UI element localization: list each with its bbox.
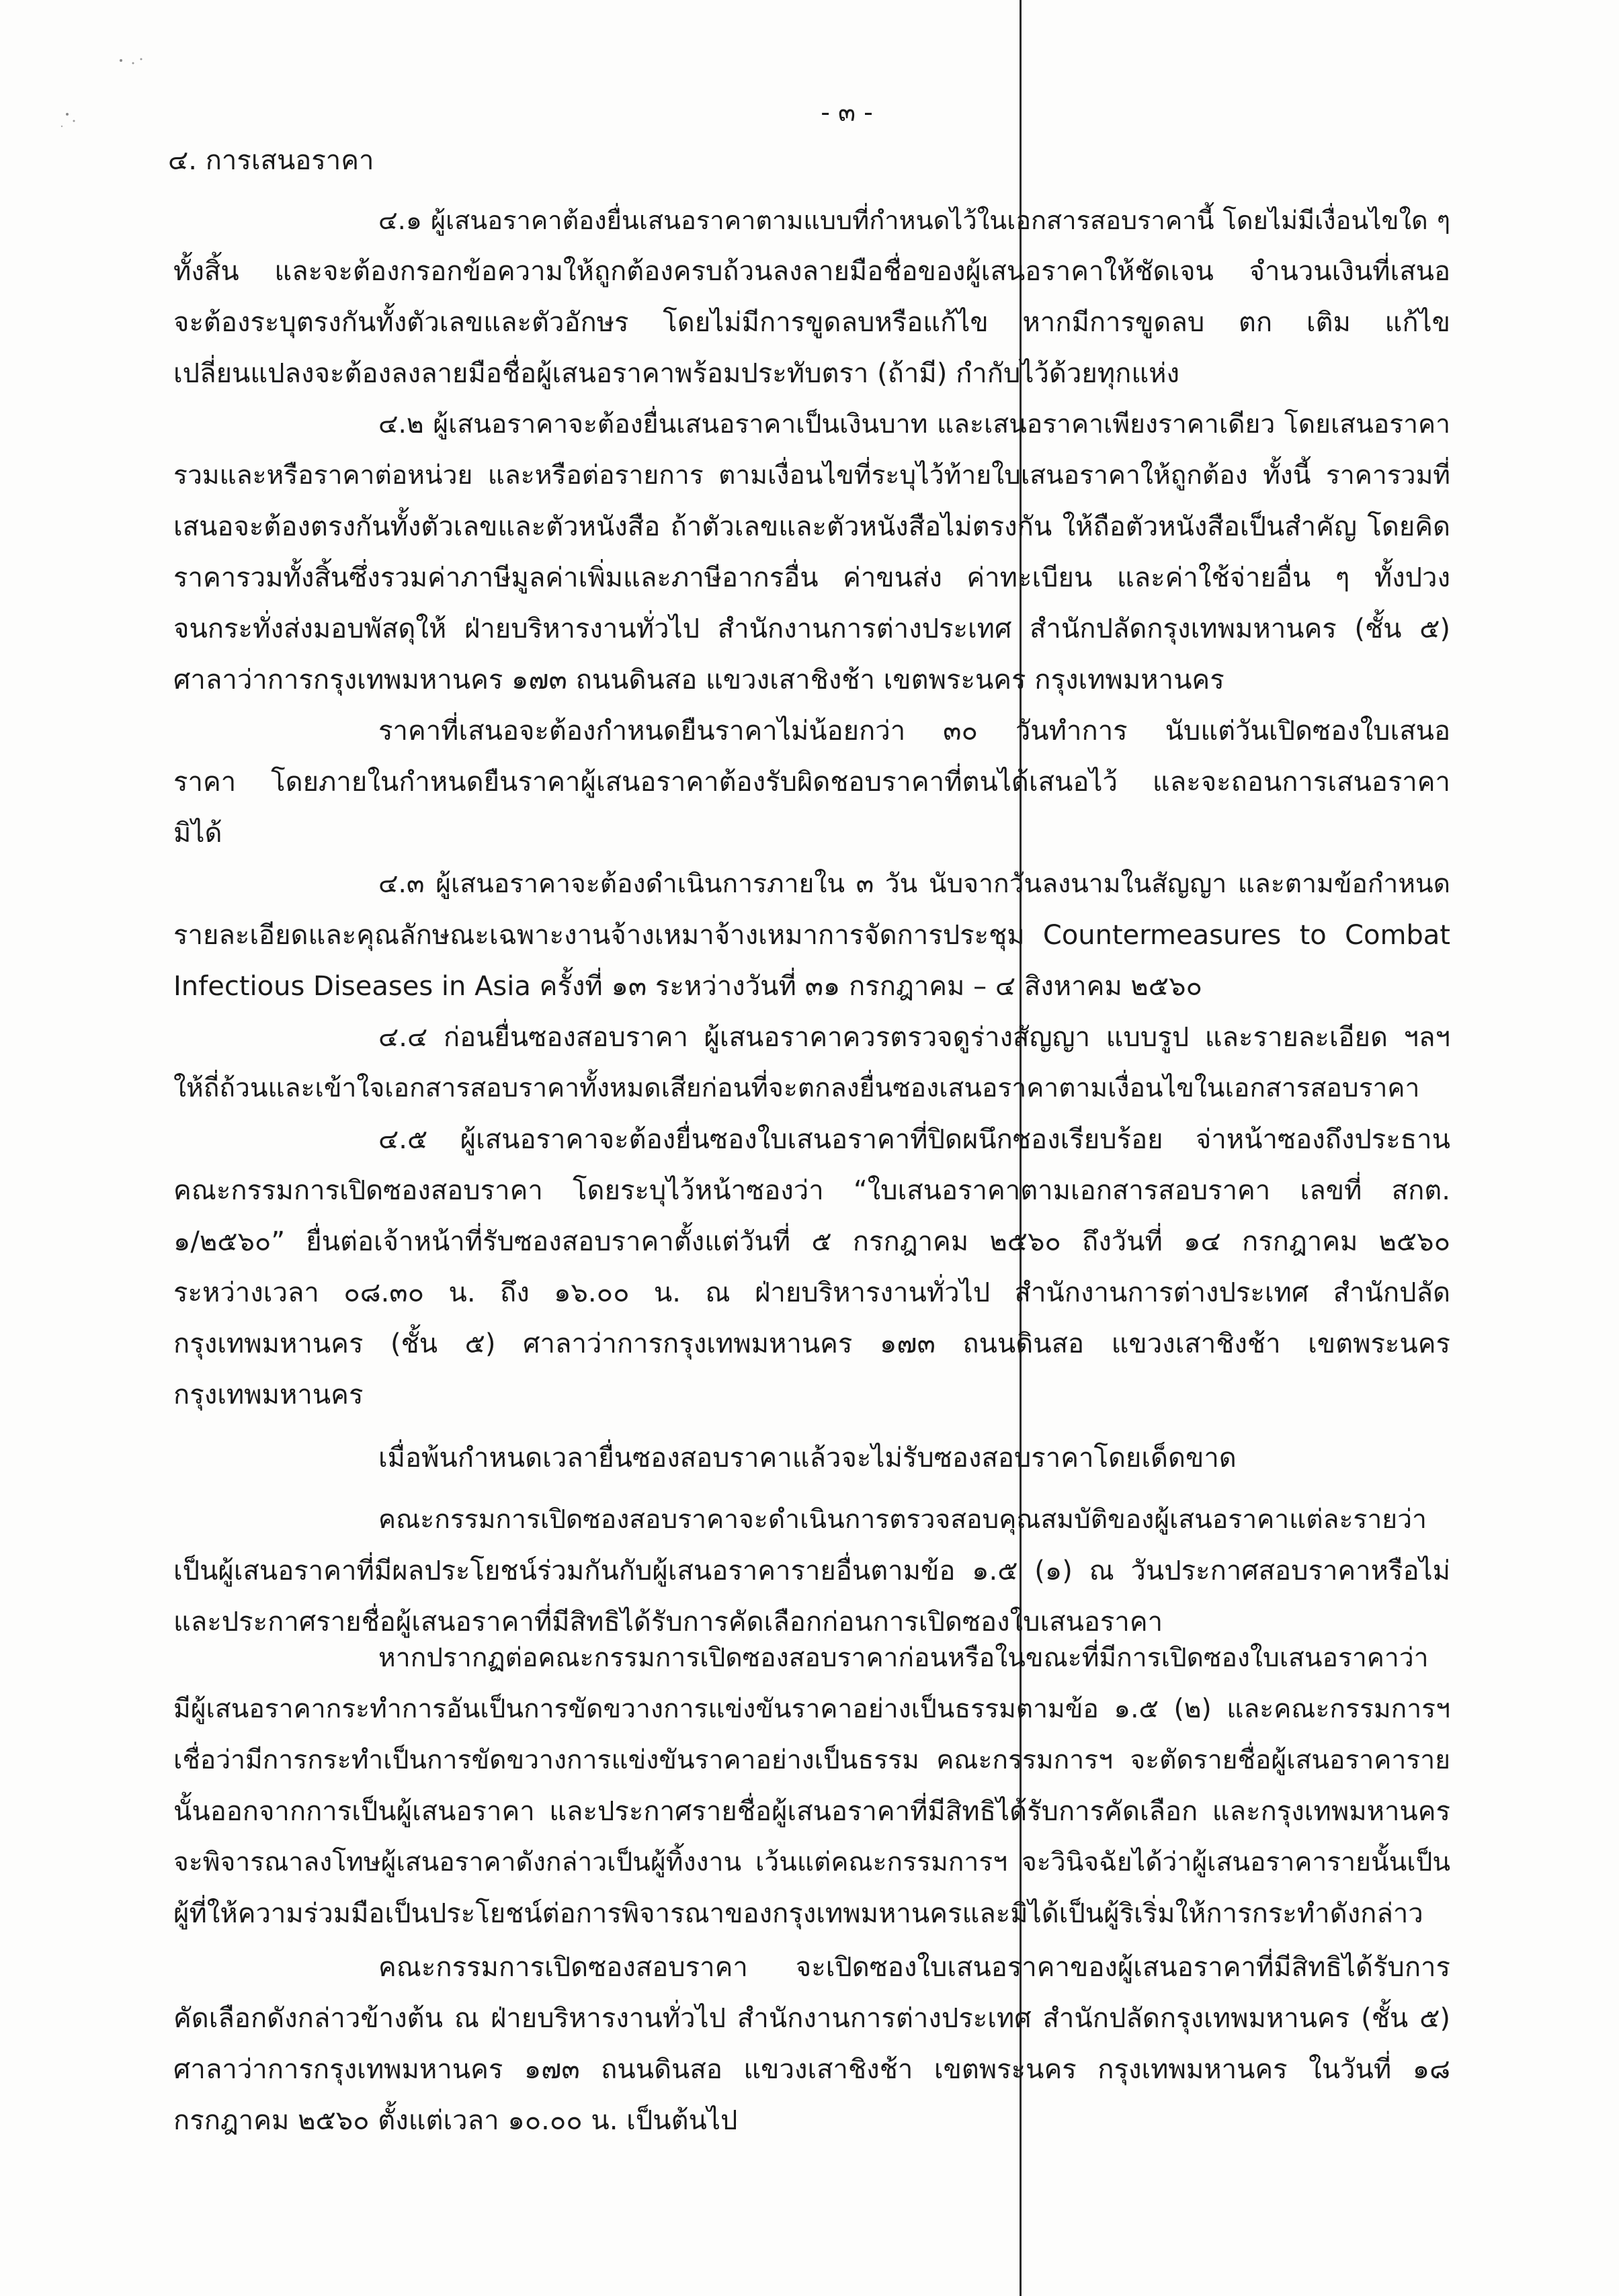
paragraph-line: เชื่อว่ามีการกระทำเป็นการขัดขวางการแข่งขันราคาอย่างเป็นธรรม คณะกรรมการฯ จะตัดรายชื่อผู้เสนอราคาราย: [173, 1745, 1450, 1775]
paragraph-line: เปลี่ยนแปลงจะต้องลงลายมือชื่อผู้เสนอราคาพร้อมประทับตรา (ถ้ามี) กำกับไว้ด้วยทุกแห่ง: [173, 358, 1180, 389]
paragraph-line: ทั้งสิ้น และจะต้องกรอกข้อความให้ถูกต้องครบถ้วนลงลายมือชื่อของผู้เสนอราคาให้ชัดเจน จำนวนเงินที่เสนอ: [173, 256, 1450, 287]
page-number: - ๓ -: [821, 97, 873, 127]
paragraph-line: กรกฎาคม ๒๕๖๐ ตั้งแต่เวลา ๑๐.๐๐ น. เป็นต้นไป: [173, 2105, 738, 2136]
paragraph-line: คณะกรรมการเปิดซองสอบราคาจะดำเนินการตรวจสอบคุณสมบัติของผู้เสนอราคาแต่ละรายว่า: [378, 1504, 1427, 1535]
paragraph-line: จนกระทั่งส่งมอบพัสดุให้ ฝ่ายบริหารงานทั่วไป สำนักงานการต่างประเทศ สำนักปลัดกรุงเทพมหานคร (ชั้น ๕): [173, 613, 1450, 644]
paragraph-line: กรุงเทพมหานคร (ชั้น ๕) ศาลาว่าการกรุงเทพมหานคร ๑๗๓ ถนนดินสอ แขวงเสาชิงช้า เขตพระนคร: [173, 1328, 1450, 1359]
paragraph-obstruction: [173, 1633, 1450, 1939]
paragraph-line: จะพิจารณาลงโทษผู้เสนอราคาดังกล่าวเป็นผู้ทิ้งงาน เว้นแต่คณะกรรมการฯ จะวินิจฉัยได้ว่าผู้เสนอราคารายนั้นเป็น: [173, 1847, 1450, 1877]
paragraph-4-4: [173, 1012, 1450, 1114]
paragraph-4-1: [173, 195, 1450, 399]
paragraph-line: คณะกรรมการเปิดซองสอบราคา โดยระบุไว้หน้าซองว่า “ใบเสนอราคาตามเอกสารสอบราคา เลขที่ สกต.: [173, 1175, 1450, 1206]
paragraph-line: มิได้: [173, 818, 222, 849]
paragraph-line: มีผู้เสนอราคากระทำการอันเป็นการขัดขวางการแข่งขันราคาอย่างเป็นธรรมตามข้อ ๑.๕ (๒) และคณะกรรมการฯ: [173, 1694, 1450, 1724]
scan-specks: [54, 40, 188, 148]
paragraph-line: เสนอจะต้องตรงกันทั้งตัวเลขและตัวหนังสือ ถ้าตัวเลขและตัวหนังสือไม่ตรงกัน ให้ถือตัวหนังสือเป็นสำคัญ โดยคิด: [173, 511, 1450, 542]
paragraph-line: ระหว่างเวลา ๐๘.๓๐ น. ถึง ๑๖.๐๐ น. ณ ฝ่ายบริหารงานทั่วไป สำนักงานการต่างประเทศ สำนักปลัด: [173, 1277, 1450, 1308]
paragraph-line: เป็นผู้เสนอราคาที่มีผลประโยชน์ร่วมกันกับผู้เสนอราคารายอื่นตามข้อ ๑.๕ (๑) ณ วันประกาศสอบราคาหรือไม่: [173, 1556, 1450, 1586]
paragraph-line: ราคารวมทั้งสิ้นซึ่งรวมค่าภาษีมูลค่าเพิ่มและภาษีอากรอื่น ค่าขนส่ง ค่าทะเบียน และค่าใช้จ่ายอื่น ๆ ทั้งปวง: [173, 562, 1450, 593]
paragraph-4-2: [173, 399, 1450, 706]
paragraph-line: ให้ถี่ถ้วนและเข้าใจเอกสารสอบราคาทั้งหมดเสียก่อนที่จะตกลงยื่นซองเสนอราคาตามเงื่อนไขในเอกสารสอบราคา: [173, 1073, 1420, 1103]
paragraph-line: ๔.๑ ผู้เสนอราคาต้องยื่นเสนอราคาตามแบบที่กำหนดไว้ในเอกสารสอบราคานี้ โดยไม่มีเงื่อนไขใด ๆ: [378, 206, 1450, 235]
paragraph-line: ราคาที่เสนอจะต้องกำหนดยืนราคาไม่น้อยกว่า ๓๐ วันทำการ นับแต่วันเปิดซองใบเสนอ: [378, 716, 1450, 747]
paragraph-line: ศาลาว่าการกรุงเทพมหานคร ๑๗๓ ถนนดินสอ แขวงเสาชิงช้า เขตพระนคร กรุงเทพมหานคร: [173, 665, 1224, 695]
paragraph-4-5: [173, 1114, 1450, 1420]
paragraph-line: ๑/๒๕๖๐” ยื่นต่อเจ้าหน้าที่รับซองสอบราคาตั้งแต่วันที่ ๕ กรกฎาคม ๒๕๖๐ ถึงวันที่ ๑๔ กรกฎาคม ๒๕๖๐: [173, 1226, 1450, 1257]
paragraph-price-validity: [173, 706, 1450, 859]
paragraph-line: คณะกรรมการเปิดซองสอบราคา จะเปิดซองใบเสนอราคาของผู้เสนอราคาที่มีสิทธิได้รับการ: [378, 1952, 1450, 1983]
paragraph-line: รายละเอียดและคุณลักษณะเฉพาะงานจ้างเหมาจ้างเหมาการจัดการประชุม Countermeasures to Combat: [173, 920, 1450, 951]
paragraph-line: และประกาศรายชื่อผู้เสนอราคาที่มีสิทธิได้รับการคัดเลือกก่อนการเปิดซองใบเสนอราคา: [173, 1607, 1163, 1638]
paragraph-line: Infectious Diseases in Asia ครั้งที่ ๑๓ ระหว่างวันที่ ๓๑ กรกฎาคม – ๔ สิงหาคม ๒๕๖๐: [173, 971, 1202, 1002]
paragraph-deadline: [173, 1433, 1450, 1484]
paragraph-opening: [173, 1942, 1450, 2146]
paragraph-line: ๔.๒ ผู้เสนอราคาจะต้องยื่นเสนอราคาเป็นเงินบาท และเสนอราคาเพียงราคาเดียว โดยเสนอราคา: [378, 409, 1450, 439]
paragraph-line: คัดเลือกดังกล่าวข้างต้น ณ ฝ่ายบริหารงานทั่วไป สำนักงานการต่างประเทศ สำนักปลัดกรุงเทพมหานคร (ชั้น ๕): [173, 2003, 1450, 2034]
paragraph-qualification: [173, 1494, 1450, 1648]
paragraph-line: ราคา โดยภายในกำหนดยืนราคาผู้เสนอราคาต้องรับผิดชอบราคาที่ตนได้เสนอไว้ และจะถอนการเสนอราคา: [173, 767, 1450, 798]
paragraph-line: หากปรากฏต่อคณะกรรมการเปิดซองสอบราคาก่อนหรือในขณะที่มีการเปิดซองใบเสนอราคาว่า: [378, 1643, 1429, 1673]
paragraph-line: จะต้องระบุตรงกันทั้งตัวเลขและตัวอักษร โดยไม่มีการขูดลบหรือแก้ไข หากมีการขูดลบ ตก เติม แก้ไข: [173, 307, 1450, 338]
paragraph-line: ผู้ที่ให้ความร่วมมือเป็นประโยชน์ต่อการพิจารณาของกรุงเทพมหานครและมิได้เป็นผู้ริเริ่มให้การกระทำดังกล่าว: [173, 1898, 1423, 1929]
paragraph-line: กรุงเทพมหานคร: [173, 1379, 364, 1410]
paragraph-line: ๔.๕ ผู้เสนอราคาจะต้องยื่นซองใบเสนอราคาที่ปิดผนึกซองเรียบร้อย จ่าหน้าซองถึงประธาน: [378, 1124, 1450, 1155]
paragraph-line: นั้นออกจากการเป็นผู้เสนอราคา และประกาศรายชื่อผู้เสนอราคาที่มีสิทธิได้รับการคัดเลือก และกรุงเทพมหานคร: [173, 1796, 1450, 1827]
paragraph-line: ศาลาว่าการกรุงเทพมหานคร ๑๗๓ ถนนดินสอ แขวงเสาชิงช้า เขตพระนคร กรุงเทพมหานคร ในวันที่ ๑๘: [173, 2054, 1450, 2085]
section-heading: ๔. การเสนอราคา: [168, 145, 374, 176]
paragraph-line: ๔.๓ ผู้เสนอราคาจะต้องดำเนินการภายใน ๓ วัน นับจากวันลงนามในสัญญา และตามข้อกำหนด: [378, 869, 1450, 899]
paragraph-4-3: [173, 859, 1450, 1012]
paragraph-line: เมื่อพ้นกำหนดเวลายื่นซองสอบราคาแล้วจะไม่รับซองสอบราคาโดยเด็ดขาด: [378, 1443, 1237, 1474]
paragraph-line: ๔.๔ ก่อนยื่นซองสอบราคา ผู้เสนอราคาควรตรวจดูร่างสัญญา แบบรูป และรายละเอียด ฯลฯ: [378, 1022, 1450, 1053]
paragraph-line: รวมและหรือราคาต่อหน่วย และหรือต่อรายการ ตามเงื่อนไขที่ระบุไว้ท้ายใบเสนอราคาให้ถูกต้อง ทั้งนี้ ราคารวมที่: [173, 460, 1450, 491]
